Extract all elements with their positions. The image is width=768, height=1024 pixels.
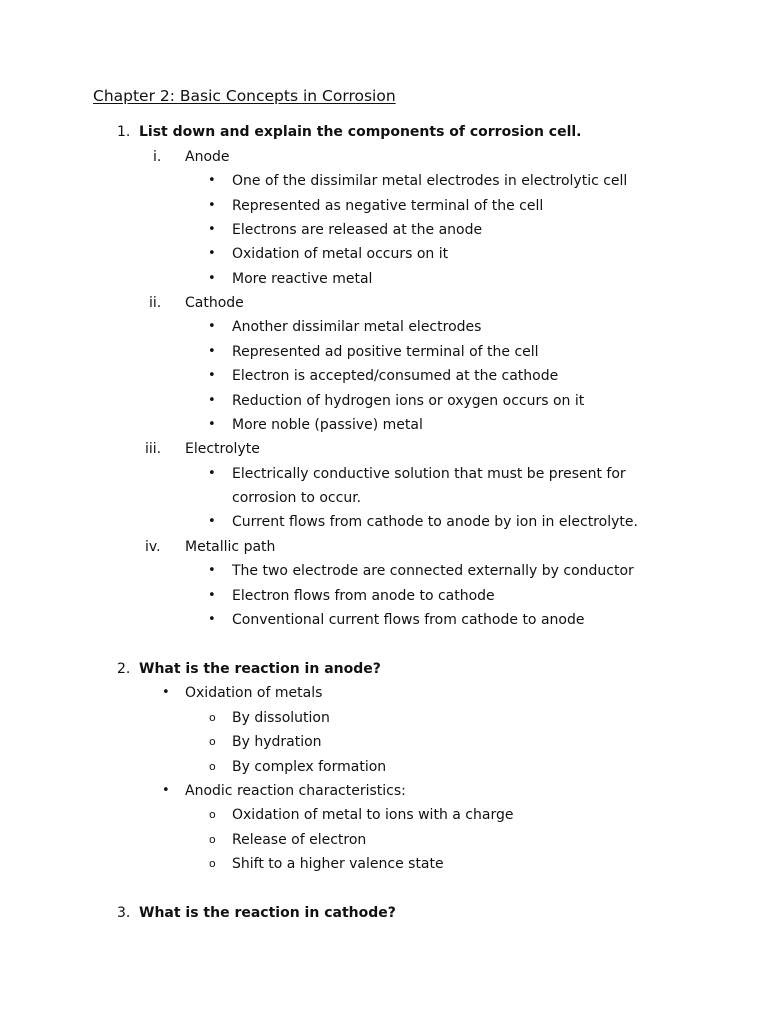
bullet-icon: • (208, 466, 216, 481)
circle-bullet-icon: o (209, 735, 216, 748)
list-item: Reduction of hydrogen ions or oxygen occurs on it (232, 393, 585, 409)
list-item: By hydration (232, 734, 322, 750)
circle-bullet-icon: o (209, 857, 216, 870)
bullet-icon: • (208, 588, 216, 603)
circle-bullet-icon: o (209, 833, 216, 846)
question-number: 1. (117, 124, 131, 140)
list-item: One of the dissimilar metal electrodes in electrolytic cell (232, 173, 628, 189)
list-item: Represented as negative terminal of the cell (232, 198, 544, 214)
list-item-continuation: corrosion to occur. (232, 490, 362, 506)
bullet-icon: • (208, 368, 216, 383)
bullet-icon: • (162, 783, 170, 798)
roman-numeral: ii. (149, 295, 162, 311)
bullet-icon: • (208, 393, 216, 408)
bullet-icon: • (208, 612, 216, 627)
chapter-title: Chapter 2: Basic Concepts in Corrosion (93, 87, 396, 105)
bullet-icon: • (162, 685, 170, 700)
roman-numeral: iv. (145, 539, 161, 555)
question-text: List down and explain the components of corrosion cell. (139, 124, 582, 140)
question-text: What is the reaction in anode? (139, 661, 381, 677)
bullet-icon: • (208, 344, 216, 359)
bullet-icon: • (208, 173, 216, 188)
bullet-icon: • (208, 222, 216, 237)
list-item: By dissolution (232, 710, 330, 726)
bullet-icon: • (208, 271, 216, 286)
bullet-icon: • (208, 319, 216, 334)
circle-bullet-icon: o (209, 760, 216, 773)
list-item: Conventional current flows from cathode to anode (232, 612, 585, 628)
bullet-icon: • (208, 417, 216, 432)
list-item: Electrically conductive solution that must be present for (232, 466, 626, 482)
list-item: Release of electron (232, 832, 367, 848)
list-item: Current flows from cathode to anode by ion in electrolyte. (232, 514, 638, 530)
group-label: Anodic reaction characteristics: (185, 783, 406, 799)
list-item: The two electrode are connected externally by conductor (232, 563, 634, 579)
list-item: More reactive metal (232, 271, 373, 287)
question-text: What is the reaction in cathode? (139, 905, 396, 921)
list-item: Another dissimilar metal electrodes (232, 319, 482, 335)
component-label: Electrolyte (185, 441, 260, 457)
question-number: 2. (117, 661, 131, 677)
component-label: Anode (185, 149, 230, 165)
circle-bullet-icon: o (209, 711, 216, 724)
list-item: By complex formation (232, 759, 387, 775)
list-item: Oxidation of metal occurs on it (232, 246, 449, 262)
bullet-icon: • (208, 514, 216, 529)
circle-bullet-icon: o (209, 808, 216, 821)
list-item: More noble (passive) metal (232, 417, 423, 433)
bullet-icon: • (208, 246, 216, 261)
question-number: 3. (117, 905, 131, 921)
roman-numeral: iii. (145, 441, 162, 457)
roman-numeral: i. (153, 149, 162, 165)
component-label: Metallic path (185, 539, 276, 555)
list-item: Oxidation of metal to ions with a charge (232, 807, 514, 823)
group-label: Oxidation of metals (185, 685, 323, 701)
list-item: Electron is accepted/consumed at the cathode (232, 368, 559, 384)
bullet-icon: • (208, 198, 216, 213)
list-item: Electron flows from anode to cathode (232, 588, 495, 604)
component-label: Cathode (185, 295, 244, 311)
list-item: Electrons are released at the anode (232, 222, 483, 238)
bullet-icon: • (208, 563, 216, 578)
list-item: Shift to a higher valence state (232, 856, 444, 872)
list-item: Represented ad positive terminal of the cell (232, 344, 539, 360)
